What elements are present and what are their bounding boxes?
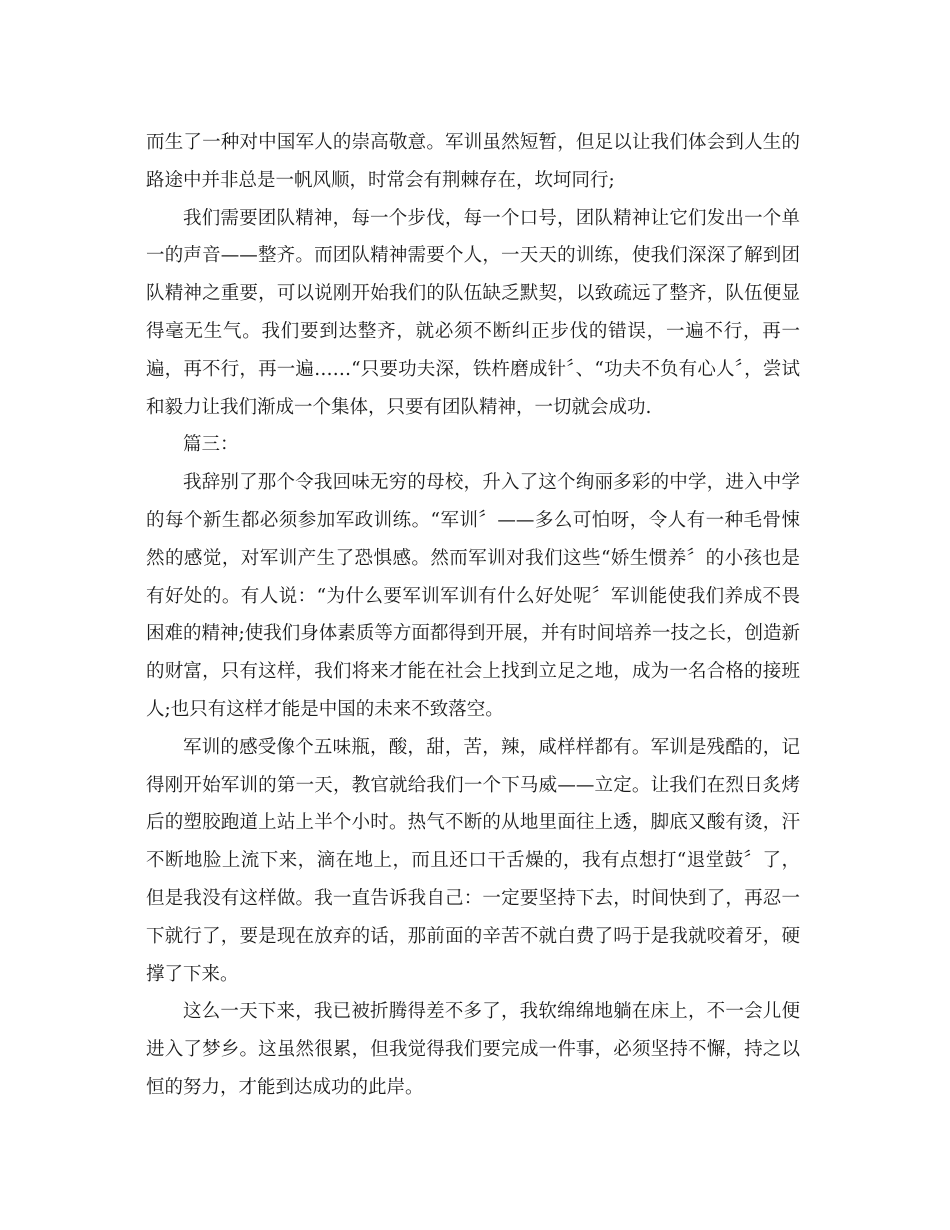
- document-body: [146, 124, 800, 1107]
- paragraph-conclusion: 这么一天下来，我已被折腾得差不多了，我软绵绵地躺在床上，不一会儿便进入了梦乡。这虽然很累，但我觉得我们要完成一件事，必须坚持不懈，持之以恒的努力，才能到达成功的此岸。: [146, 1001, 800, 1098]
- paragraph-intro: 我辞别了那个令我回味无穷的母校，升入了这个绚丽多彩的中学，进入中学的每个新生都必须参加军政训练。“军训〞——多么可怕呀，令人有一种毛骨悚然的感觉，对军训产生了恐惧感。然而军训对我们这些“娇生惯养〞的小孩也是有好处的。有人说：“为什么要军训军训有什么好处呢〞军训能使我们养成不畏困难的精神;使我们身体素质等方面都得到开展，并有时间培养一技之长，创造新的财富，只有这样，我们将来才能在社会上找到立足之地，成为一名合格的接班人;也只有这样才能是中国的未来不致落空。: [146, 472, 800, 720]
- paragraph-feelings: 军训的感受像个五味瓶，酸，甜，苦，辣，咸样样都有。军训是残酷的，记得刚开始军训的第一天，教官就给我们一个下马威——立定。让我们在烈日炙烤后的塑胶跑道上站上半个小时。热气不断的从地里面往上透，脚底又酸有烫，汗不断地脸上流下来，滴在地上，而且还口干舌燥的，我有点想打“退堂鼓〞了，但是我没有这样做。我一直告诉我自己：一定要坚持下去，时间快到了，再忍一下就行了，要是现在放弃的话，那前面的辛苦不就白费了吗于是我就咬着牙，硬撑了下来。: [146, 736, 800, 985]
- section-heading: 篇三：: [183, 434, 239, 456]
- paragraph-team-spirit: 我们需要团队精神，每一个步伐，每一个口号，团队精神让它们发出一个单一的声音——整齐。而团队精神需要个人，一天天的训练，使我们深深了解到团队精神之重要，可以说刚开始我们的队伍缺乏默契，以致疏远了整齐，队伍便显得毫无生气。我们要到达整齐，就必须不断纠正步伐的错误，一遍不行，再一遍，再不行，再一遍……“只要功夫深，铁杵磨成针〞、“功夫不负有心人〞，尝试和毅力让我们渐成一个集体，只要有团队精神，一切就会成功.: [146, 207, 800, 418]
- paragraph-continuation: 而生了一种对中国军人的崇高敬意。军训虽然短暂，但足以让我们体会到人生的路途中并非总是一帆风顺，时常会有荆棘存在，坎坷同行;: [146, 132, 800, 191]
